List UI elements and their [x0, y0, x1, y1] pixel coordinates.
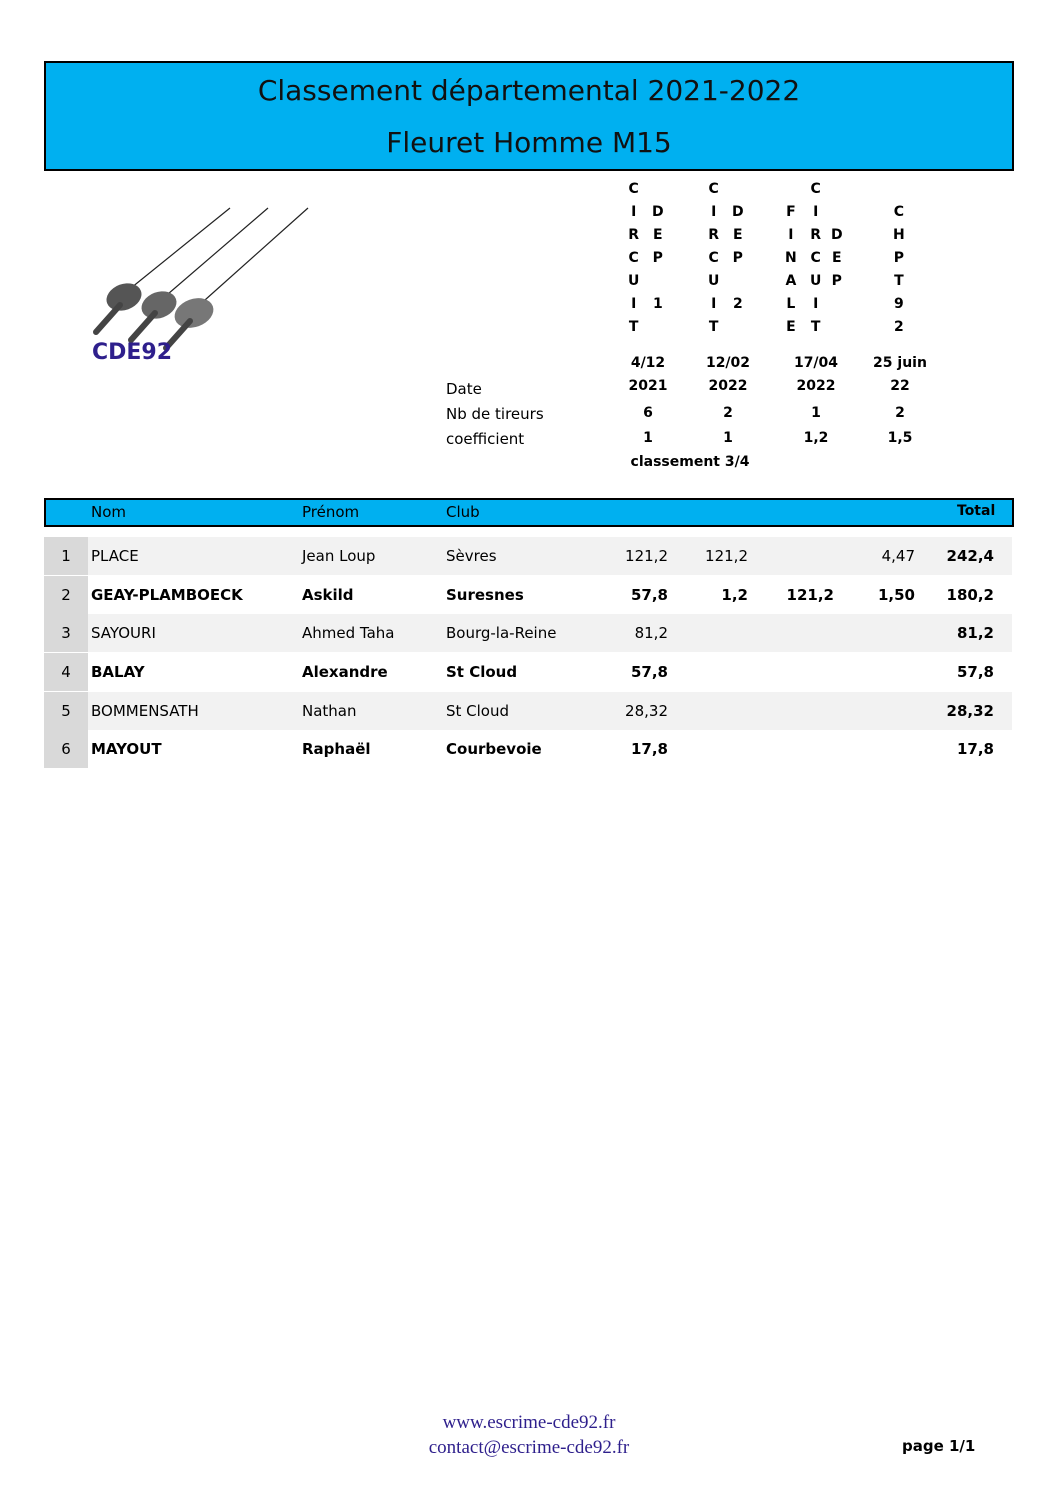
- logo-text: CDE92: [92, 340, 173, 365]
- comp2-date-1: 12/02: [705, 355, 751, 371]
- rank-cell: 1: [44, 537, 88, 575]
- page-subtitle: Fleuret Homme M15: [386, 126, 672, 159]
- prenom-cell: Jean Loup: [302, 547, 376, 565]
- nom-cell: SAYOURI: [91, 624, 156, 642]
- nom-cell: MAYOUT: [91, 740, 162, 758]
- comp3-label-b: C I R C U I T: [810, 181, 822, 335]
- nom-cell: BALAY: [91, 663, 145, 681]
- cde92-logo: [84, 202, 324, 372]
- rank-cell: 5: [44, 692, 88, 730]
- comp4-label-a: C H P T 9 2: [893, 204, 905, 335]
- coefficient-label: coefficient: [446, 430, 525, 448]
- total-cell: 28,32: [946, 702, 994, 720]
- page-title: Classement départemental 2021-2022: [257, 74, 801, 107]
- comp3-date-2: 2022: [796, 378, 836, 394]
- rank-cell: 6: [44, 730, 88, 768]
- comp2-coefficient: 1: [723, 430, 733, 446]
- comp4-coefficient: 1,5: [887, 430, 913, 446]
- comp4-date-2: 22: [890, 378, 910, 394]
- comp4-date-1: 25 juin: [873, 355, 927, 371]
- prenom-cell: Askild: [302, 586, 354, 604]
- comp1-date-1: 4/12: [630, 355, 666, 371]
- header-club: Club: [446, 503, 480, 521]
- page-number: page 1/1: [902, 1437, 976, 1455]
- club-cell: St Cloud: [446, 663, 518, 681]
- table-header: [44, 498, 1014, 527]
- comp3-nb-tireurs: 1: [811, 405, 821, 421]
- prenom-cell: Ahmed Taha: [302, 624, 395, 642]
- comp3-date-1: 17/04: [793, 355, 839, 371]
- club-cell: St Cloud: [446, 702, 510, 720]
- score-comp1: 17,8: [630, 740, 668, 758]
- comp2-date-2: 2022: [708, 378, 748, 394]
- comp3-label-a: F I N A L E: [785, 204, 797, 335]
- table-row: [44, 653, 1012, 691]
- comp1-nb-tireurs: 6: [643, 405, 653, 421]
- comp4-nb-tireurs: 2: [895, 405, 905, 421]
- score-comp4: 4,47: [881, 547, 915, 565]
- classement-note: classement 3/4: [630, 454, 750, 470]
- rank-cell: 4: [44, 653, 88, 691]
- table-row: [44, 576, 1012, 614]
- score-comp2: 121,2: [705, 547, 748, 565]
- score-comp1: 57,8: [630, 663, 668, 681]
- score-comp3: 121,2: [786, 586, 834, 604]
- score-comp1: 81,2: [634, 624, 668, 642]
- rank-cell: 3: [44, 614, 88, 652]
- club-cell: Bourg-la-Reine: [446, 624, 557, 642]
- comp1-date-2: 2021: [628, 378, 668, 394]
- nom-cell: GEAY-PLAMBOECK: [91, 586, 243, 604]
- nom-cell: PLACE: [91, 547, 139, 565]
- total-cell: 81,2: [956, 624, 994, 642]
- comp1-label-b: D E P 1: [652, 204, 664, 312]
- score-comp4: 1,50: [877, 586, 915, 604]
- club-cell: Courbevoie: [446, 740, 542, 758]
- score-comp1: 28,32: [625, 702, 668, 720]
- comp1-label-a: C I R C U I T: [628, 181, 640, 335]
- comp3-label-c: D E P: [831, 227, 843, 289]
- comp1-coefficient: 1: [643, 430, 653, 446]
- total-cell: 57,8: [956, 663, 994, 681]
- title-banner: [44, 61, 1014, 171]
- score-comp2: 1,2: [721, 586, 748, 604]
- nb-tireurs-label: Nb de tireurs: [446, 405, 544, 423]
- table-row: [44, 730, 1012, 768]
- total-cell: 242,4: [946, 547, 994, 565]
- nom-cell: BOMMENSATH: [91, 702, 199, 720]
- email-link[interactable]: contact@escrime-cde92.fr: [428, 1437, 630, 1458]
- date-label: Date: [446, 380, 482, 398]
- comp2-nb-tireurs: 2: [723, 405, 733, 421]
- table-row: [44, 692, 1012, 730]
- table-row: [44, 614, 1012, 652]
- score-comp1: 57,8: [630, 586, 668, 604]
- club-cell: Suresnes: [446, 586, 524, 604]
- header-nom: Nom: [91, 503, 127, 521]
- prenom-cell: Alexandre: [302, 663, 388, 681]
- total-cell: 180,2: [946, 586, 994, 604]
- club-cell: Sèvres: [446, 547, 497, 565]
- table-row: [44, 537, 1012, 575]
- score-comp1: 121,2: [625, 547, 668, 565]
- header-prenom: Prénom: [302, 503, 360, 521]
- total-cell: 17,8: [956, 740, 994, 758]
- header-total: Total: [957, 503, 996, 519]
- rank-cell: 2: [44, 576, 88, 614]
- prenom-cell: Nathan: [302, 702, 357, 720]
- comp2-label-a: C I R C U I T: [708, 181, 720, 335]
- comp3-coefficient: 1,2: [803, 430, 829, 446]
- website-link[interactable]: www.escrime-cde92.fr: [442, 1412, 616, 1433]
- comp2-label-b: D E P 2: [732, 204, 744, 312]
- prenom-cell: Raphaël: [302, 740, 371, 758]
